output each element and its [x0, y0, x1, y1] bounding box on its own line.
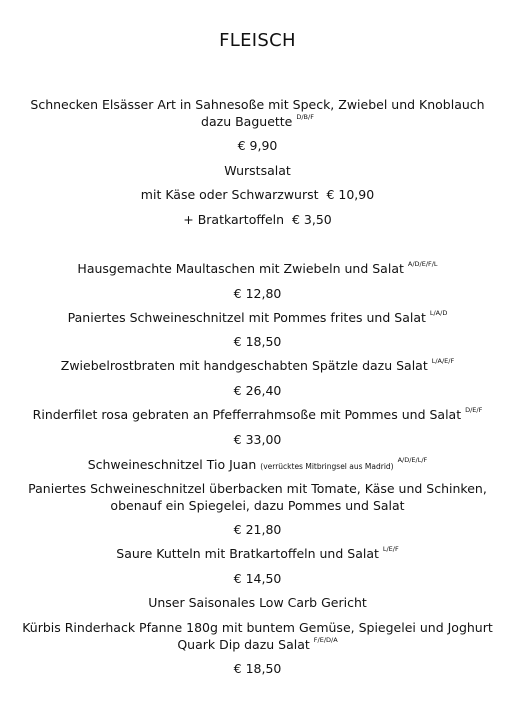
menu-price [10, 521, 505, 538]
menu-price [10, 570, 505, 587]
price-text: € 18,50 [233, 661, 282, 676]
menu-line [10, 260, 505, 277]
price-text: € 33,00 [233, 432, 282, 447]
allergen-codes: F/E/D/A [313, 636, 338, 644]
allergen-codes: D/B/F [296, 113, 314, 121]
menu-line [10, 162, 505, 179]
line-text: mit Käse oder Schwarzwurst € 10,90 [140, 187, 375, 202]
menu-line [10, 545, 505, 562]
menu-line [10, 497, 505, 514]
line-text: + Bratkartoffeln € 3,50 [183, 212, 332, 227]
menu-line [10, 96, 505, 113]
menu-price [10, 137, 505, 154]
price-text: € 12,80 [233, 286, 282, 301]
line-text: Schweineschnitzel Tio Juan [87, 457, 257, 472]
menu-line [10, 619, 505, 636]
line-text: Rinderfilet rosa gebraten an Pfefferrahmsoße mit Pommes und Salat [32, 407, 462, 422]
line-text: Kürbis Rinderhack Pfanne 180g mit buntem Gemüse, Spiegelei und Joghurt [22, 620, 493, 635]
allergen-codes: L/A/E/F [431, 357, 455, 365]
line-text: Wurstsalat [224, 163, 291, 178]
menu-line [10, 357, 505, 374]
allergen-codes: A/D/E/F/L [407, 260, 438, 268]
allergen-codes: L/E/F [382, 545, 399, 553]
line-text: Paniertes Schweineschnitzel mit Pommes frites und Salat [67, 310, 426, 325]
allergen-codes: D/E/F [465, 406, 483, 414]
page-title: FLEISCH [219, 30, 296, 51]
line-text: obenauf ein Spiegelei, dazu Pommes und Salat [110, 498, 405, 513]
menu-line [10, 309, 505, 326]
menu-line [10, 186, 505, 203]
price-text: € 14,50 [233, 571, 282, 586]
price-text: € 21,80 [233, 522, 282, 537]
line-text: Schnecken Elsässer Art in Sahnesoße mit Speck, Zwiebel und Knoblauch [30, 97, 485, 112]
menu-line [10, 456, 505, 475]
dish-note: (verrücktes Mitbringsel aus Madrid) [260, 462, 394, 471]
menu-price [10, 333, 505, 350]
line-text: Zwiebelrostbraten mit handgeschabten Spätzle dazu Salat [60, 358, 428, 373]
line-text: Hausgemachte Maultaschen mit Zwiebeln und Salat [77, 261, 404, 276]
menu-price [10, 285, 505, 302]
line-text: Quark Dip dazu Salat [177, 637, 310, 652]
menu-price [10, 431, 505, 448]
allergen-codes: L/A/D [429, 309, 448, 317]
line-text: dazu Baguette [201, 114, 293, 129]
line-text: Unser Saisonales Low Carb Gericht [148, 595, 367, 610]
price-text: € 9,90 [237, 138, 278, 153]
menu-line [10, 594, 505, 611]
line-text: Paniertes Schweineschnitzel überbacken mit Tomate, Käse und Schinken, [28, 481, 487, 496]
price-text: € 18,50 [233, 334, 282, 349]
menu-line [10, 406, 505, 423]
menu-price [10, 382, 505, 399]
menu-line [10, 480, 505, 497]
allergen-codes: A/D/E/L/F [397, 456, 428, 464]
menu-line [10, 211, 505, 228]
menu-line [10, 113, 505, 130]
line-text: Saure Kutteln mit Bratkartoffeln und Salat [116, 546, 379, 561]
menu-line [10, 636, 505, 653]
price-text: € 26,40 [233, 383, 282, 398]
menu-price [10, 660, 505, 677]
